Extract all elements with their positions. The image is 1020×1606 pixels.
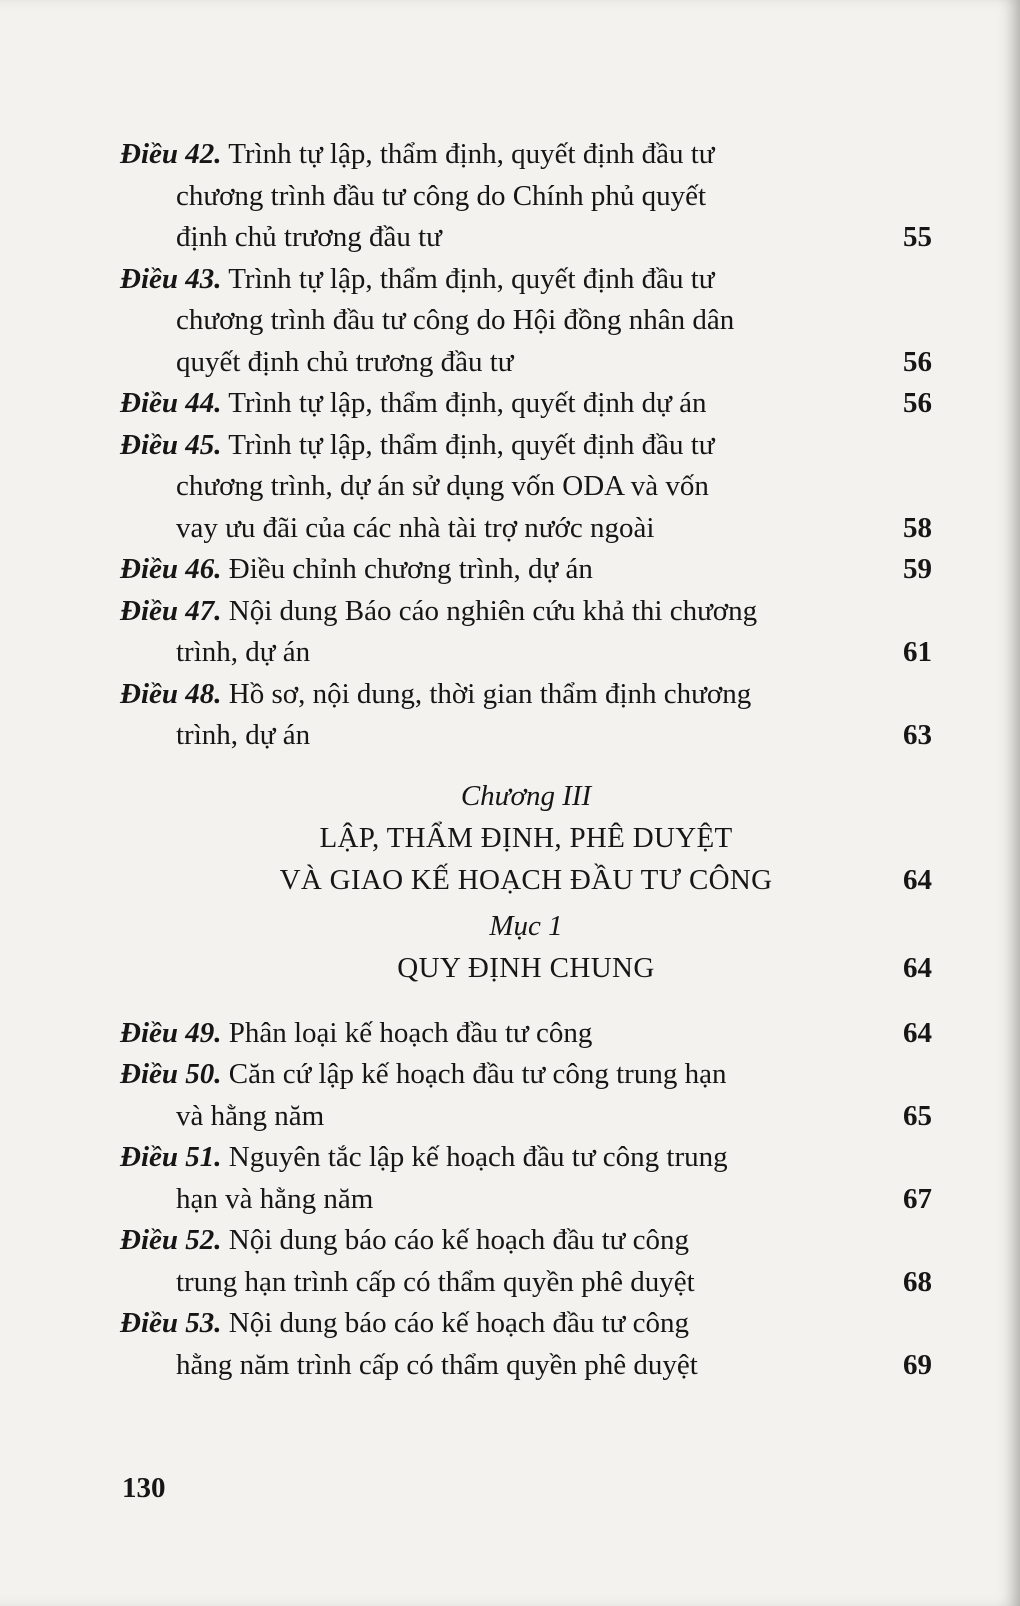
article-title-text: chương trình đầu tư công do Hội đồng nhân dân [176,304,735,336]
toc-entry-line [120,1303,932,1345]
toc-entry [120,383,932,425]
article-title-text: Căn cứ lập kế hoạch đầu tư công trung hạn [228,1058,727,1090]
toc-entry-line [120,674,932,716]
chapter-title-line2: VÀ GIAO KẾ HOẠCH ĐẦU TƯ CÔNG [279,863,773,896]
toc-page-number: 59 [903,553,932,585]
toc-page-number: 67 [903,1182,932,1215]
article-title-text: trung hạn trình cấp có thẩm quyền phê duyệt [176,1265,695,1298]
toc-entry-line [120,466,932,508]
toc-entry-line [120,1096,932,1138]
toc-entry-line [120,342,932,384]
article-title-text: Phân loại kế hoạch đầu tư công [228,1016,593,1049]
toc-page-number: 68 [903,1265,932,1298]
toc-entry-line [120,1013,932,1055]
article-label: Điều 53. [120,1307,222,1339]
toc-entry-line [120,1345,932,1387]
toc-entry [120,1137,932,1220]
article-title-text: trình, dự án [176,719,311,751]
article-label: Điều 51. [120,1141,222,1173]
article-label: Điều 45. [120,428,222,461]
article-title-text: và hằng năm [176,1099,325,1132]
toc-entry [120,1303,932,1386]
article-title-text: Trình tự lập, thẩm định, quyết định đầu tư [228,262,715,295]
article-title-text: Nội dung báo cáo kế hoạch đầu tư công [228,1224,689,1256]
article-label: Điều 49. [120,1016,222,1049]
article-title-text: Trình tự lập, thẩm định, quyết định dự án [228,387,707,419]
toc-entry-line [120,549,932,591]
chapter-page-number: 64 [903,863,932,896]
article-title-text: trình, dự án [176,636,311,668]
toc-entry-line [120,1179,932,1221]
toc-page-number: 65 [903,1099,932,1132]
article-label: Điều 43. [120,262,222,295]
article-label: Điều 46. [120,553,222,585]
toc-entry-line [120,425,932,467]
article-label: Điều 52. [120,1224,222,1256]
article-title-text: Hồ sơ, nội dung, thời gian thẩm định chương [228,677,752,710]
toc-entry [120,425,932,550]
toc-page-number: 58 [903,511,932,544]
toc-entry [120,549,932,591]
toc-page-number: 61 [903,636,932,668]
spacer [120,989,932,1013]
article-label: Điều 50. [120,1058,222,1090]
chapter-heading [120,775,932,901]
article-title-text: Trình tự lập, thẩm định, quyết định đầu tư [228,428,715,461]
toc-entry-line [120,591,932,633]
toc-entry [120,1054,932,1137]
toc-entry-line [120,300,932,342]
article-label: Điều 44. [120,387,222,419]
section-heading [120,905,932,989]
article-title-text: vay ưu đãi của các nhà tài trợ nước ngoài [176,511,655,544]
article-label: Điều 48. [120,677,222,710]
chapter-title-line1: LẬP, THẨM ĐỊNH, PHÊ DUYỆT [319,821,733,854]
toc-page-number: 63 [903,719,932,751]
toc-list-articles-49-53 [120,1013,932,1387]
toc-entry-line [120,383,932,425]
article-title-text: Trình tự lập, thẩm định, quyết định đầu tư [228,138,715,170]
article-title-text: định chủ trương đầu tư [176,221,442,253]
toc-entry [120,674,932,757]
article-title-text: Nội dung Báo cáo nghiên cứu khả thi chương [228,594,758,627]
toc-entry-line [120,508,932,550]
toc-entry-line [120,134,932,176]
section-page-number: 64 [903,951,932,984]
toc-page-number: 69 [903,1348,932,1381]
toc-entry-line [120,1262,932,1304]
chapter-label: Chương III [460,779,592,812]
article-title-text: hằng năm trình cấp có thẩm quyền phê duyệt [176,1348,698,1381]
article-title-text: Điều chỉnh chương trình, dự án [228,553,593,585]
toc-entry-line [120,715,932,757]
toc-entry [120,259,932,384]
toc-entry [120,1220,932,1303]
toc-entry [120,134,932,259]
article-label: Điều 47. [120,594,222,627]
toc-entry-line [120,176,932,218]
toc-page-number: 56 [903,345,932,378]
toc-page-number: 64 [903,1016,932,1049]
article-title-text: chương trình, dự án sử dụng vốn ODA và vốn [176,470,709,502]
article-label: Điều 42. [120,138,222,170]
toc-entry [120,1013,932,1055]
article-title-text: Nguyên tắc lập kế hoạch đầu tư công trung [228,1141,728,1173]
toc-entry-line [120,1054,932,1096]
toc-entry-line [120,632,932,674]
section-title: QUY ĐỊNH CHUNG [397,951,655,984]
toc-page-number: 56 [903,387,932,419]
toc-entry [120,591,932,674]
article-title-text: Nội dung báo cáo kế hoạch đầu tư công [228,1307,689,1339]
toc-entry-line [120,217,932,259]
toc-entry-line [120,259,932,301]
section-label: Mục 1 [489,909,563,942]
article-title-text: chương trình đầu tư công do Chính phủ quyết [176,179,707,212]
toc-list-articles-42-48 [120,134,932,757]
table-of-contents [120,134,932,1386]
toc-entry-line [120,1137,932,1179]
article-title-text: quyết định chủ trương đầu tư [176,345,514,378]
toc-entry-line [120,1220,932,1262]
toc-page-number: 55 [903,221,932,253]
article-title-text: hạn và hằng năm [176,1182,374,1215]
page-folio-number: 130 [122,1472,166,1504]
